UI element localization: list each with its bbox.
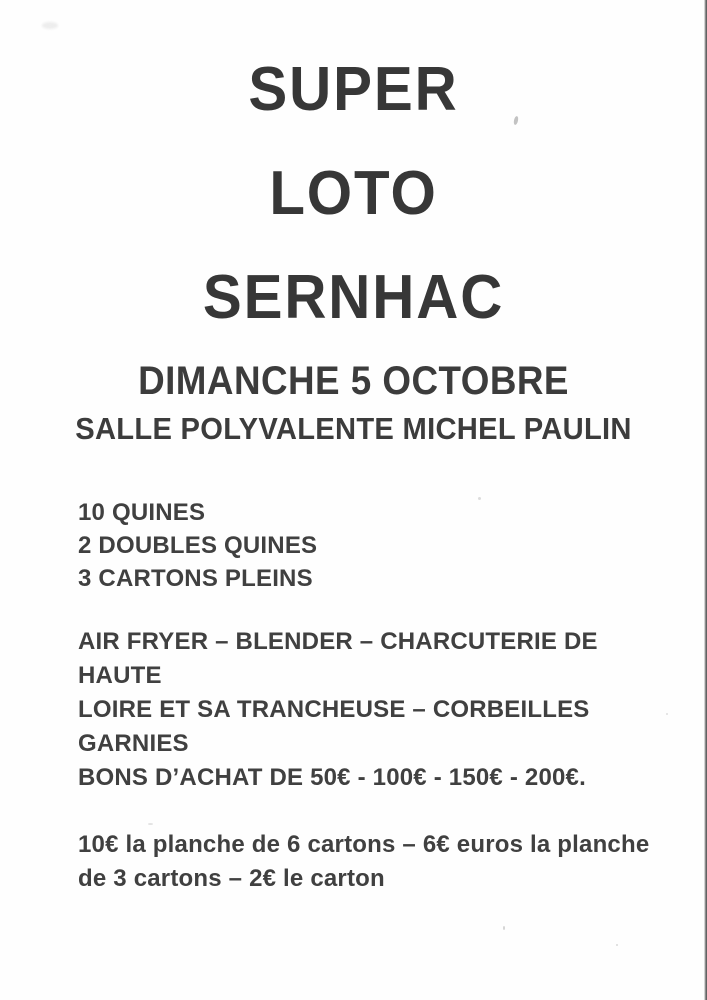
title-line-super: SUPER <box>248 55 459 124</box>
prize-count-list <box>78 496 677 595</box>
scan-speck <box>503 926 505 930</box>
prizes-paragraph <box>78 625 677 795</box>
pricing-line-2: de 3 cartons – 2€ le carton <box>78 865 385 892</box>
prizes-line-1: AIR FRYER – BLENDER – CHARCUTERIE DE HAUTE <box>78 628 598 689</box>
pricing-line-1: 10€ la planche de 6 cartons – 6€ euros la planche <box>78 831 650 858</box>
event-date: DIMANCHE 5 OCTOBRE <box>138 359 569 403</box>
prizes-line-3: BONS D’ACHAT DE 50€ - 100€ - 150€ - 200€. <box>78 764 586 791</box>
scan-speck <box>616 944 618 946</box>
prize-count-cartons-pleins: 3 CARTONS PLEINS <box>78 565 313 592</box>
prize-count-quines: 10 QUINES <box>78 499 206 526</box>
prize-count-doubles-quines: 2 DOUBLES QUINES <box>78 532 318 559</box>
pricing-paragraph <box>78 828 677 896</box>
scan-speck <box>666 713 668 715</box>
poster-title <box>21 0 686 350</box>
scan-speck <box>148 823 153 825</box>
title-line-sernhac: SERNHAC <box>202 263 505 332</box>
title-line-loto: LOTO <box>269 159 438 228</box>
event-venue: SALLE POLYVALENTE MICHEL PAULIN <box>75 411 632 446</box>
prizes-line-2: LOIRE ET SA TRANCHEUSE – CORBEILLES GARNIES <box>78 696 590 757</box>
scan-speck <box>478 497 481 500</box>
poster-body <box>78 496 677 896</box>
